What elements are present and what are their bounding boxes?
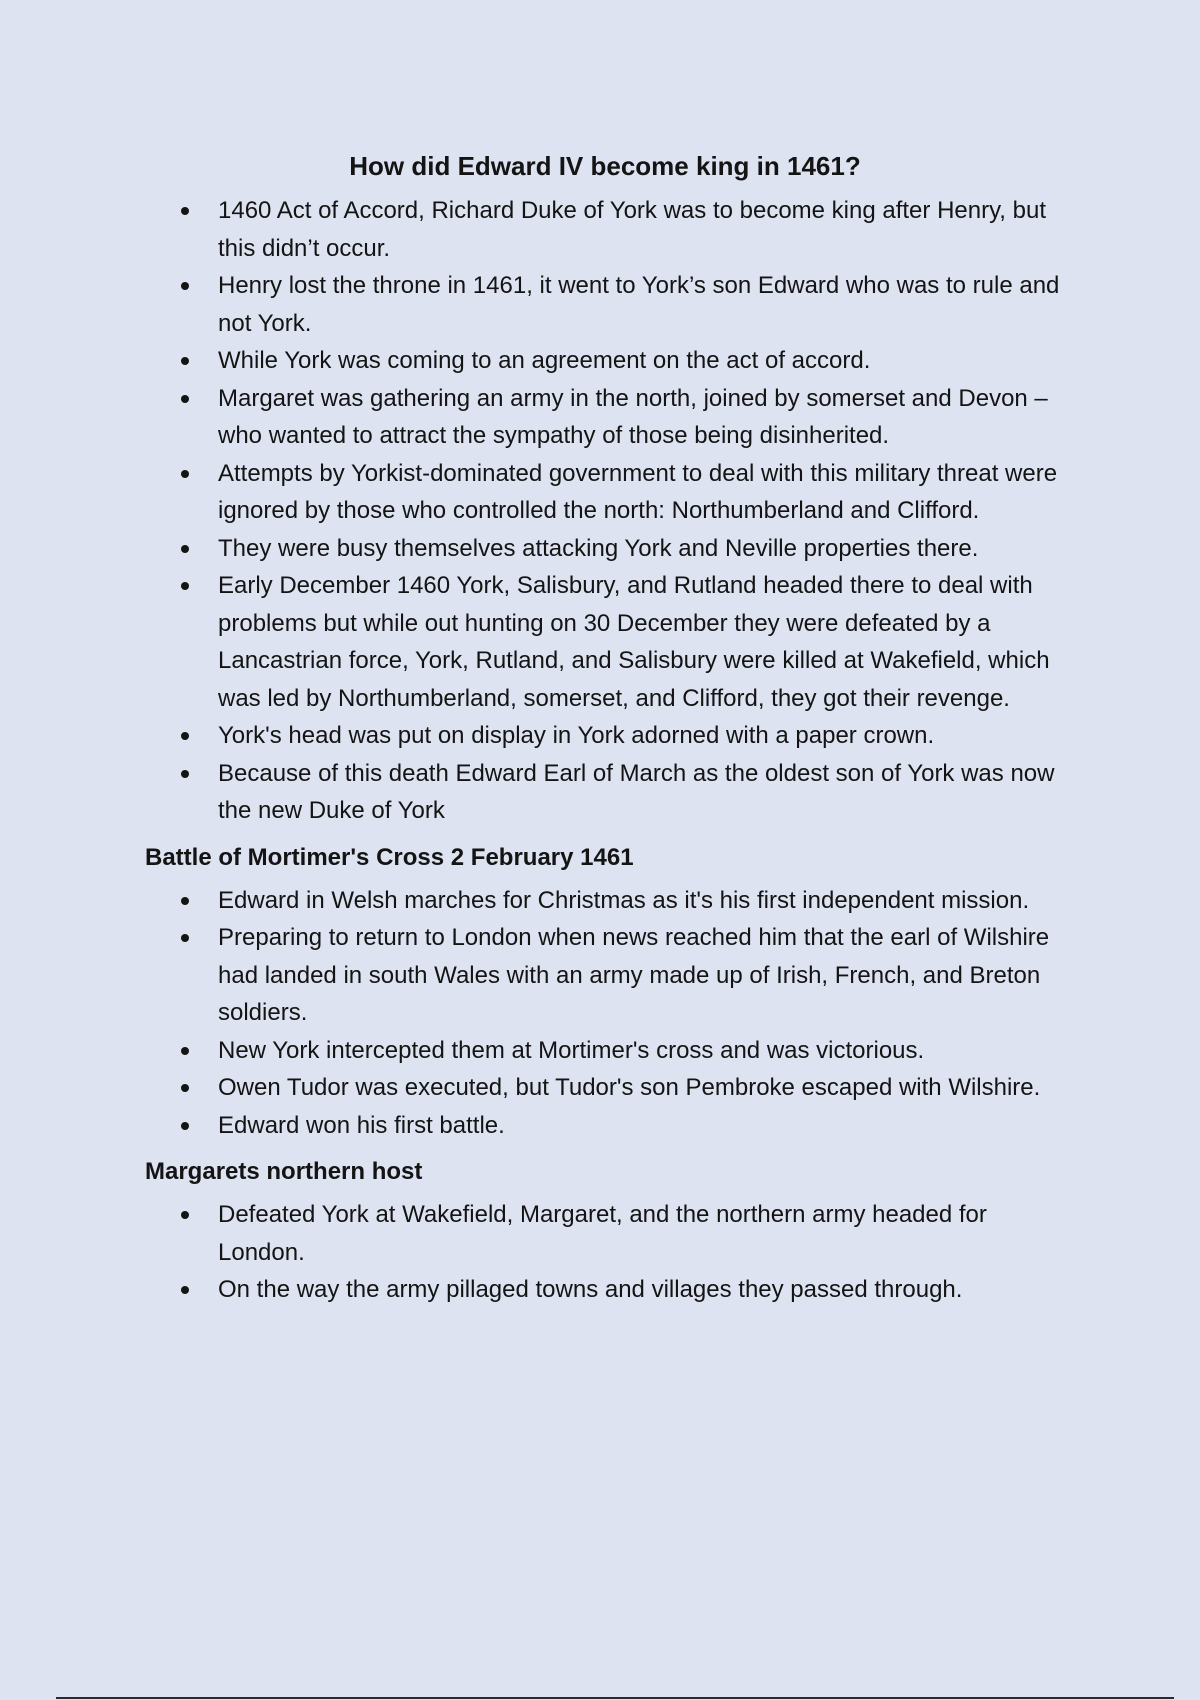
- list-item: [145, 1271, 1065, 1309]
- list-item-text: While York was coming to an agreement on the act of accord.: [218, 347, 871, 374]
- list-item: [145, 717, 1065, 755]
- bullet-icon: [181, 545, 189, 553]
- list-item: [145, 882, 1065, 920]
- list-item: [145, 192, 1065, 267]
- bullet-icon: [181, 732, 189, 740]
- section-heading-northern-host: Margarets northern host: [145, 1158, 423, 1185]
- bullet-icon: [181, 1047, 189, 1055]
- list-item: [145, 919, 1065, 1032]
- list-item-text: Because of this death Edward Earl of March as the oldest son of York was now the new Duke of York: [218, 759, 1055, 824]
- list-item-text: Edward won his first battle.: [218, 1111, 505, 1139]
- bullet-icon: [181, 582, 189, 590]
- bullet-icon: [181, 357, 189, 365]
- list-item: [145, 455, 1065, 530]
- bullet-icon: [181, 897, 189, 905]
- list-item: [145, 267, 1065, 342]
- list-item-text: New York intercepted them at Mortimer's cross and was victorious.: [218, 1036, 925, 1064]
- list-item-text: Edward in Welsh marches for Christmas as it's his first independent mission.: [218, 886, 1030, 914]
- list-item: [145, 1196, 1065, 1271]
- list-item: [145, 1107, 1065, 1145]
- list-item: [145, 755, 1065, 830]
- bullet-icon: [181, 770, 189, 778]
- list-item-text: Henry lost the throne in 1461, it went to York’s son Edward who was to rule and not York.: [218, 272, 1060, 337]
- bullet-icon: [181, 470, 189, 478]
- list-item: [145, 380, 1065, 455]
- list-item-text: They were busy themselves attacking York and Neville properties there.: [218, 534, 979, 562]
- bullet-icon: [181, 1122, 189, 1130]
- bullet-icon: [181, 934, 189, 942]
- list-item-text: 1460 Act of Accord, Richard Duke of York was to become king after Henry, but this didn’t occur.: [218, 197, 1046, 262]
- list-item: [145, 342, 1065, 380]
- list-item-text: Defeated York at Wakefield, Margaret, and the northern army headed for London.: [218, 1201, 987, 1266]
- section-heading-mortimers-cross: Battle of Mortimer's Cross 2 February 1461: [145, 843, 634, 871]
- bullet-icon: [181, 1286, 189, 1294]
- intro-bullet-list: [145, 192, 1065, 830]
- bullet-icon: [181, 1084, 189, 1092]
- list-item: [145, 1069, 1065, 1107]
- mortimers-cross-bullet-list: [145, 882, 1065, 1145]
- page-bottom-divider: [56, 1697, 1174, 1699]
- northern-host-bullet-list: [145, 1196, 1065, 1309]
- list-item-text: Preparing to return to London when news reached him that the earl of Wilshire had landed in south Wales with an army made up of Irish, French, and Breton soldiers.: [218, 924, 1050, 1026]
- bullet-icon: [181, 282, 189, 290]
- list-item-text: On the way the army pillaged towns and villages they passed through.: [218, 1276, 963, 1303]
- list-item-text: York's head was put on display in York adorned with a paper crown.: [218, 722, 935, 749]
- list-item-text: Early December 1460 York, Salisbury, and Rutland headed there to deal with problems but while out hunting on 30 December they were defeated by a Lancastrian force, York, Rutland, and Salisbury were killed at Wakefield, which was led by Northumberland, somerset, and Clifford, they got their revenge.: [218, 572, 1050, 712]
- list-item: [145, 530, 1065, 568]
- document-body: [145, 142, 1065, 1319]
- bullet-icon: [181, 207, 189, 215]
- list-item-text: Attempts by Yorkist-dominated government to deal with this military threat were ignored by those who controlled the north: Northumberland and Clifford.: [218, 459, 1058, 524]
- list-item-text: Margaret was gathering an army in the north, joined by somerset and Devon – who wanted to attract the sympathy of those being disinherited.: [218, 384, 1048, 449]
- bullet-icon: [181, 1211, 189, 1219]
- list-item-text: Owen Tudor was executed, but Tudor's son Pembroke escaped with Wilshire.: [218, 1074, 1041, 1101]
- bullet-icon: [181, 395, 189, 403]
- list-item: [145, 567, 1065, 717]
- list-item: [145, 1032, 1065, 1070]
- page-title: How did Edward IV become king in 1461?: [349, 151, 861, 181]
